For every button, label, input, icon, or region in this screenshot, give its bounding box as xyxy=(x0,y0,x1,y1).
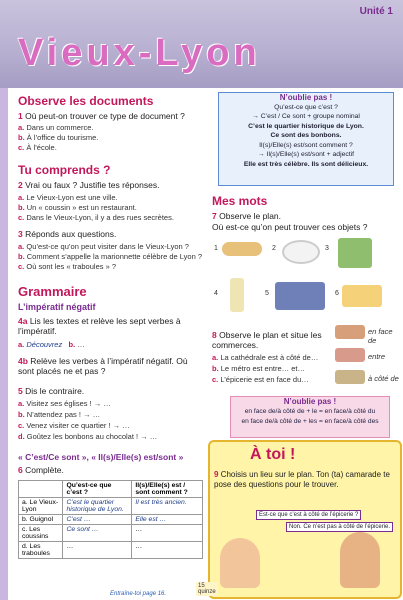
q5-number: 5 xyxy=(18,386,23,396)
table-row xyxy=(19,498,203,515)
object-number-1: 1 xyxy=(214,245,218,252)
noublie-pas-box xyxy=(218,92,394,186)
q4a-answers: a. Découvrez b. … xyxy=(18,340,85,349)
q9-text: Choisis un lieu sur le plan. Ton (ta) camarade te pose des questions pour le trouver. xyxy=(214,470,390,489)
q3-text: Réponds aux questions. xyxy=(25,229,117,239)
q7-subtext: Où est-ce qu’on peut trouver ces objets ? xyxy=(212,222,368,232)
table-header-empty xyxy=(19,481,63,498)
q6-header: « C’est/Ce sont », « Il(s)/Elle(s) est/sont » xyxy=(18,452,184,462)
plate-icon xyxy=(282,240,320,264)
q5-option-c: c. Venez visiter ce quartier ! → … xyxy=(18,421,130,430)
q5-option-b-text: N’attendez pas ! → … xyxy=(26,410,101,419)
page-number xyxy=(196,582,218,596)
noublie-line: Qu’est-ce que c’est ? xyxy=(274,103,338,111)
noublie-line: Ce sont des bonbons. xyxy=(270,132,342,139)
noublie-line: → Il(s)/Elle(s) est/sont + adjectif xyxy=(257,151,355,158)
table-cell: … xyxy=(63,542,132,559)
noublie-line: C’est le quartier historique de Lyon. xyxy=(248,122,364,130)
unit-label: Unité 1 xyxy=(359,6,393,17)
q4a-number: 4a xyxy=(18,316,28,326)
object-number-4: 4 xyxy=(214,290,218,297)
legend-en-face: en face de xyxy=(368,327,393,345)
q9-number: 9 xyxy=(214,470,219,479)
q8-option-c-text: L’épicerie est en face du… xyxy=(220,375,309,384)
table-row-label: a. Le Vieux-Lyon xyxy=(19,498,63,515)
q5-option-b: b. N’attendez pas ! → … xyxy=(18,410,101,419)
q1-option-a: a. Dans un commerce. xyxy=(18,123,94,132)
q1-option-b: b. À l’office du tourisme. xyxy=(18,133,99,142)
noublie-line: Il(s)/Elle(s) est/sont comment ? xyxy=(259,141,353,149)
q8-option-b-text: Le métro est entre… et… xyxy=(220,364,305,373)
table-row xyxy=(19,542,203,559)
q3-option-a: a. Qu’est-ce qu’on peut visiter dans le Vieux-Lyon ? xyxy=(18,242,189,251)
question-4b xyxy=(18,356,203,376)
noublie-2-line-1: en face de/à côté de + le = en face/à côté du xyxy=(244,408,376,415)
mes-mots-title: Mes mots xyxy=(212,194,268,208)
q4b-text: Relève les verbes à l’impératif négatif. Où sont placés ne et pas ? xyxy=(18,356,188,376)
table-row-label: d. Les traboules xyxy=(19,542,63,559)
table-cell: Ce sont … xyxy=(63,525,132,542)
q2-option-c: c. Dans le Vieux-Lyon, il y a des rues secrètes. xyxy=(18,213,174,222)
q7-number: 7 xyxy=(212,211,217,221)
page-number-value: 15 xyxy=(198,583,205,589)
ticket-icon xyxy=(342,285,382,307)
q6-text: Complète. xyxy=(25,465,64,475)
q2-option-a: a. Le Vieux-Lyon est une ville. xyxy=(18,193,118,202)
question-3 xyxy=(18,229,116,239)
object-number-2: 2 xyxy=(272,245,276,252)
question-7 xyxy=(212,211,397,221)
q1-option-b-text: À l’office du tourisme. xyxy=(26,133,99,142)
noublie-pas-box-2 xyxy=(230,396,390,438)
q8-option-a-text: La cathédrale est à côté de… xyxy=(220,353,319,362)
q2-option-c-text: Dans le Vieux-Lyon, il y a des rues secrètes. xyxy=(26,213,174,222)
table-cell: C’est le quartier historique de Lyon. xyxy=(63,498,132,515)
q2-option-a-text: Le Vieux-Lyon est une ville. xyxy=(26,193,118,202)
buildings-icon xyxy=(335,325,365,339)
table-cell: Il est très ancien. xyxy=(132,498,203,515)
question-6 xyxy=(18,465,64,475)
section-comprends-title: Tu comprends ? xyxy=(18,163,111,177)
table-row xyxy=(19,515,203,525)
q3-option-b: b. Comment s’appelle la marionnette célèbre de Lyon ? xyxy=(18,252,203,261)
q5-option-d: d. Goûtez les bonbons au chocolat ! → … xyxy=(18,432,158,441)
candle-icon xyxy=(230,278,244,312)
legend-a-cote: à côté de xyxy=(368,374,399,383)
q2-option-b: b. Un « coussin » est un restaurant. xyxy=(18,203,137,212)
q3-option-c: c. Où sont les « traboules » ? xyxy=(18,262,116,271)
table-row xyxy=(19,525,203,542)
character-illustration xyxy=(340,532,380,588)
legend-entre: entre xyxy=(368,352,386,361)
q8-option-a: a. La cathédrale est à côté de… xyxy=(212,353,319,362)
q4a-text: Lis les textes et relève les sept verbes à l’impératif. xyxy=(18,316,181,336)
q1-text: Où peut-on trouver ce type de document ? xyxy=(25,111,185,121)
q4a-answer-a: Découvrez xyxy=(26,340,63,349)
a-toi-title: À toi ! xyxy=(250,446,296,463)
noublie-pas-title: N’oublie pas ! xyxy=(279,93,333,102)
q1-option-c: c. À l’école. xyxy=(18,143,57,152)
speech-bubble-1: Est-ce que c’est à côté de l’épicerie ? xyxy=(256,510,361,520)
noublie-line: → C’est / Ce sont + groupe nominal xyxy=(252,113,360,120)
table-row-label: c. Les coussins xyxy=(19,525,63,542)
character-illustration xyxy=(220,538,260,588)
object-number-3: 3 xyxy=(325,245,329,252)
q4a-answer-b: … xyxy=(77,340,85,349)
q2-text: Vrai ou faux ? Justifie tes réponses. xyxy=(25,180,160,190)
q1-option-c-text: À l’école. xyxy=(26,143,57,152)
q8-number: 8 xyxy=(212,330,217,340)
q2-number: 2 xyxy=(18,180,23,190)
q5-text: Dis le contraire. xyxy=(25,386,85,396)
q8-option-b: b. Le métro est entre… et… xyxy=(212,364,305,373)
object-number-5: 5 xyxy=(265,290,269,297)
bread-icon xyxy=(222,242,262,256)
question-4a xyxy=(18,316,203,336)
q7-text: Observe le plan. xyxy=(219,211,282,221)
table-header-2: Il(s)/Elle(s) est / sont comment ? xyxy=(132,481,203,498)
table-header-1: Qu’est-ce que c’est ? xyxy=(63,481,132,498)
q5-option-c-text: Venez visiter ce quartier ! → … xyxy=(26,421,130,430)
exercise-table xyxy=(18,480,203,559)
buildings-icon xyxy=(335,348,365,362)
object-number-6: 6 xyxy=(335,290,339,297)
question-2 xyxy=(18,180,159,190)
q1-option-a-text: Dans un commerce. xyxy=(26,123,94,132)
question-9 xyxy=(214,470,394,490)
table-row-label: b. Guignol xyxy=(19,515,63,525)
books-icon xyxy=(275,282,325,310)
vegetables-icon xyxy=(338,238,372,268)
side-strip xyxy=(0,88,8,600)
q8-text: Observe le plan et situe les commerces. xyxy=(212,330,322,350)
q5-option-a-text: Visitez ses églises ! → … xyxy=(26,399,111,408)
q4b-number: 4b xyxy=(18,356,28,366)
q5-option-a: a. Visitez ses églises ! → … xyxy=(18,399,111,408)
noublie-pas-2-title: N’oublie pas ! xyxy=(283,397,337,406)
question-1 xyxy=(18,111,203,121)
q3-option-c-text: Où sont les « traboules » ? xyxy=(26,262,116,271)
table-cell: … xyxy=(132,542,203,559)
table-header-row xyxy=(19,481,203,498)
page-number-label: quinze xyxy=(198,589,216,595)
entrainer-link[interactable]: Entraîne-toi page 16. xyxy=(110,591,167,597)
q5-option-d-text: Goûtez les bonbons au chocolat ! → … xyxy=(26,432,158,441)
speech-bubble-2: Non. Ce n’est pas à côté de l’épicerie. xyxy=(286,522,393,532)
q1-number: 1 xyxy=(18,111,23,121)
table-cell: C’est … xyxy=(63,515,132,525)
noublie-line: Elle est très célèbre. Ils sont délicieux. xyxy=(243,160,369,168)
q3-option-b-text: Comment s’appelle la marionnette célèbre de Lyon ? xyxy=(26,252,203,261)
page-title: Vieux-Lyon xyxy=(18,32,261,74)
noublie-2-line-2: en face de/à côté de + les = en face/à côté des xyxy=(241,418,379,425)
q8-option-c: c. L’épicerie est en face du… xyxy=(212,375,309,384)
buildings-icon xyxy=(335,370,365,384)
grammar-subtitle: L’impératif négatif xyxy=(18,302,96,312)
question-5 xyxy=(18,386,84,396)
section-observe-title: Observe les documents xyxy=(18,94,154,108)
q6-number: 6 xyxy=(18,465,23,475)
table-cell: … xyxy=(132,525,203,542)
table-cell: Elle est … xyxy=(132,515,203,525)
section-grammaire-title: Grammaire xyxy=(18,284,87,299)
question-8 xyxy=(212,330,352,350)
q3-option-a-text: Qu’est-ce qu’on peut visiter dans le Vieux-Lyon ? xyxy=(26,242,189,251)
q2-option-b-text: Un « coussin » est un restaurant. xyxy=(26,203,137,212)
q3-number: 3 xyxy=(18,229,23,239)
